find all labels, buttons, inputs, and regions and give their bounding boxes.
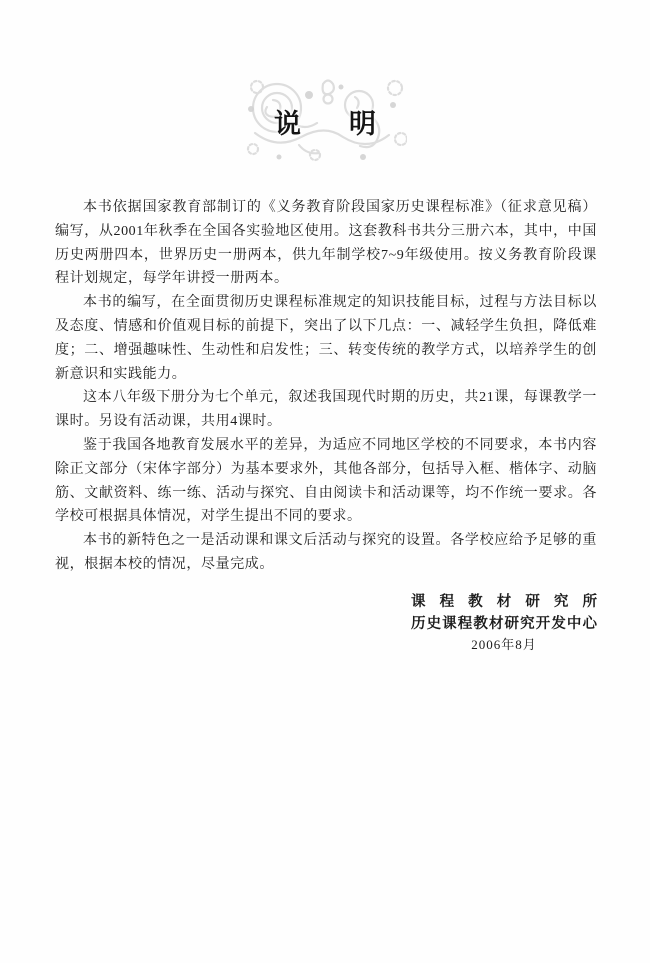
paragraph-writing-principles: 本书的编写，在全面贯彻历史课程标准规定的知识技能目标，过程与方法目标以及态度、情感和价值观目标的前提下，突出了以下几点：一、减轻学生负担，降低难度；二、增强趣味性、生动性和启发性；三、转变传统的教学方式，以培养学生的创新意识和实践能力。 bbox=[55, 295, 597, 382]
title-char-ming: 明 bbox=[349, 109, 376, 140]
paragraph-unit-structure: 这本八年级下册分为七个单元，叙述我国现代时期的历史，共21课，每课教学一课时。另设有活动课，共用4课时。 bbox=[55, 390, 597, 430]
signature-org-secondary: 历史课程教材研究开发中心 bbox=[411, 616, 597, 632]
paragraph-standards-basis: 本书依据国家教育部制订的《义务教育阶段国家历史课程标准》（征求意见稿）编写，从2001年秋季在全国各实验地区使用。这套教科书共分三册六本，其中，中国历史两册四本，世界历史一册两本，供九年制学校7~9年级使用。按义务教育阶段课程计划规定，每学年讲授一册两本。 bbox=[55, 200, 597, 287]
title-char-shuo: 说 bbox=[274, 109, 301, 140]
signature-date: 2006年8月 bbox=[471, 637, 537, 652]
paragraph-new-features: 本书的新特色之一是活动课和课文后活动与探究的设置。各学校应给予足够的重视，根据本校的情况，尽量完成。 bbox=[55, 533, 597, 572]
title-ornament-block bbox=[243, 75, 407, 163]
page-title bbox=[243, 111, 407, 138]
paragraph-regional-requirements: 鉴于我国各地教育发展水平的差异，为适应不同地区学校的不同要求，本书内容除正文部分（宋体字部分）为基本要求外，其他各部分，包括导入框、楷体字、动脑筋、文献资料、练一练、活动与探究、自由阅读卡和活动课等，均不作统一要求。各学校可根据具体情况，对学生提出不同的要求。 bbox=[55, 437, 597, 525]
preface-text bbox=[55, 196, 597, 577]
signature-block bbox=[411, 592, 597, 655]
signature-org-primary: 课程教材研究所 bbox=[411, 594, 597, 610]
